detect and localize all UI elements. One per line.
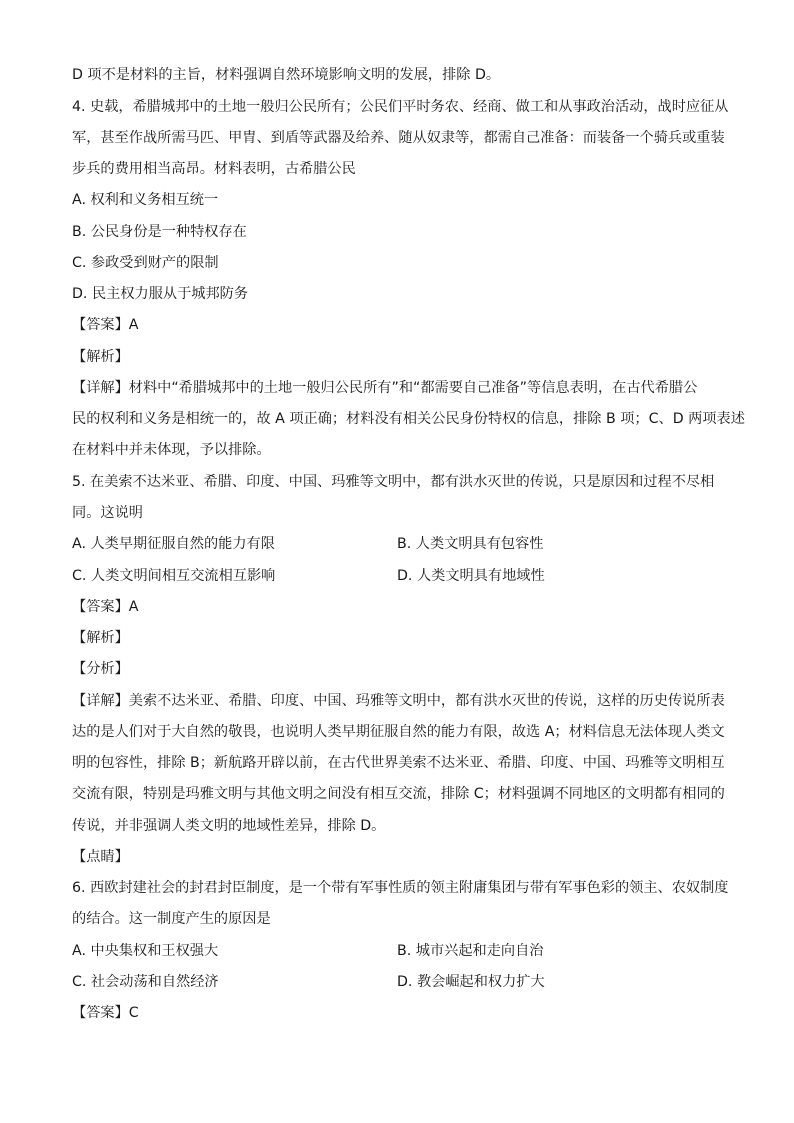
explanation-line: 交流有限，特别是玛雅文明与其他文明之间没有相互交流，排除 C；材料强调不同地区的文明都有相同的 xyxy=(72,786,725,802)
question-6-stem-line: 的结合。这一制度产生的原因是 xyxy=(72,911,271,927)
explanation-line: 【详解】美索不达米亚、希腊、印度、中国、玛雅等文明中，都有洪水灭世的传说，这样的历史传说所表 xyxy=(72,693,725,709)
question-4-stem-line: 步兵的费用相当高昂。材料表明，古希腊公民 xyxy=(72,161,356,177)
question-4-stem-line: 4. 史载，希腊城邦中的土地一般归公民所有；公民们平时务农、经商、做工和从事政治活动，战时应征从 xyxy=(72,99,729,115)
comment-label: 【点睛】 xyxy=(72,849,129,865)
question-4-option-d: D. 民主权力服从于城邦防务 xyxy=(72,286,249,302)
explanation-line: 传说，并非强调人类文明的地域性差异，排除 D。 xyxy=(72,818,386,834)
analysis-sub-label: 【分析】 xyxy=(72,661,129,677)
question-5-option-b: B. 人类文明具有包容性 xyxy=(397,536,544,552)
text-line: D 项不是材料的主旨，材料强调自然环境影响文明的发展，排除 D。 xyxy=(72,67,501,83)
explanation-line: 明的包容性，排除 B；新航路开辟以前，在古代世界美索不达米亚、希腊、印度、中国、玛雅等文明相互 xyxy=(72,755,725,771)
question-4-option-a: A. 权利和义务相互统一 xyxy=(72,192,219,208)
question-6-option-c: C. 社会动荡和自然经济 xyxy=(72,974,219,990)
question-4-option-b: B. 公民身份是一种特权存在 xyxy=(72,224,247,240)
question-5-option-d: D. 人类文明具有地域性 xyxy=(397,568,545,584)
question-4-stem-line: 军，甚至作战所需马匹、甲胄、到盾等武器及给养、随从奴隶等，都需自己准备：而装备一个骑兵或重装 xyxy=(72,130,725,146)
explanation-line: 民的权利和义务是相统一的，故 A 项正确；材料没有相关公民身份特权的信息，排除 B 项；C、D 两项表述 xyxy=(72,411,745,427)
answer-label: 【答案】A xyxy=(72,599,139,615)
explanation-line: 达的是人们对于大自然的敬畏，也说明人类早期征服自然的能力有限，故选 A；材料信息无法体现人类文 xyxy=(72,724,725,740)
explanation-line: 【详解】材料中“希腊城邦中的土地一般归公民所有”和“都需要自己准备”等信息表明，在古代希腊公 xyxy=(72,380,698,396)
question-4-option-c: C. 参政受到财产的限制 xyxy=(72,255,219,271)
analysis-label: 【解析】 xyxy=(72,630,129,646)
question-6-option-a: A. 中央集权和王权强大 xyxy=(72,943,219,959)
question-5-option-a: A. 人类早期征服自然的能力有限 xyxy=(72,536,275,552)
question-5-stem-line: 5. 在美索不达米亚、希腊、印度、中国、玛雅等文明中，都有洪水灭世的传说，只是原因和过程不尽相 xyxy=(72,474,715,490)
question-6-option-d: D. 教会崛起和权力扩大 xyxy=(397,974,545,990)
answer-label: 【答案】A xyxy=(72,317,139,333)
question-6-stem-line: 6. 西欧封建社会的封君封臣制度，是一个带有军事性质的领主附庸集团与带有军事色彩的领主、农奴制度 xyxy=(72,880,729,896)
question-5-stem-line: 同。这说明 xyxy=(72,505,143,521)
answer-label: 【答案】C xyxy=(72,1005,139,1021)
explanation-line: 在材料中并未体现，予以排除。 xyxy=(72,442,271,458)
question-6-option-b: B. 城市兴起和走向自治 xyxy=(397,943,544,959)
question-5-option-c: C. 人类文明间相互交流相互影响 xyxy=(72,568,276,584)
analysis-label: 【解析】 xyxy=(72,349,129,365)
